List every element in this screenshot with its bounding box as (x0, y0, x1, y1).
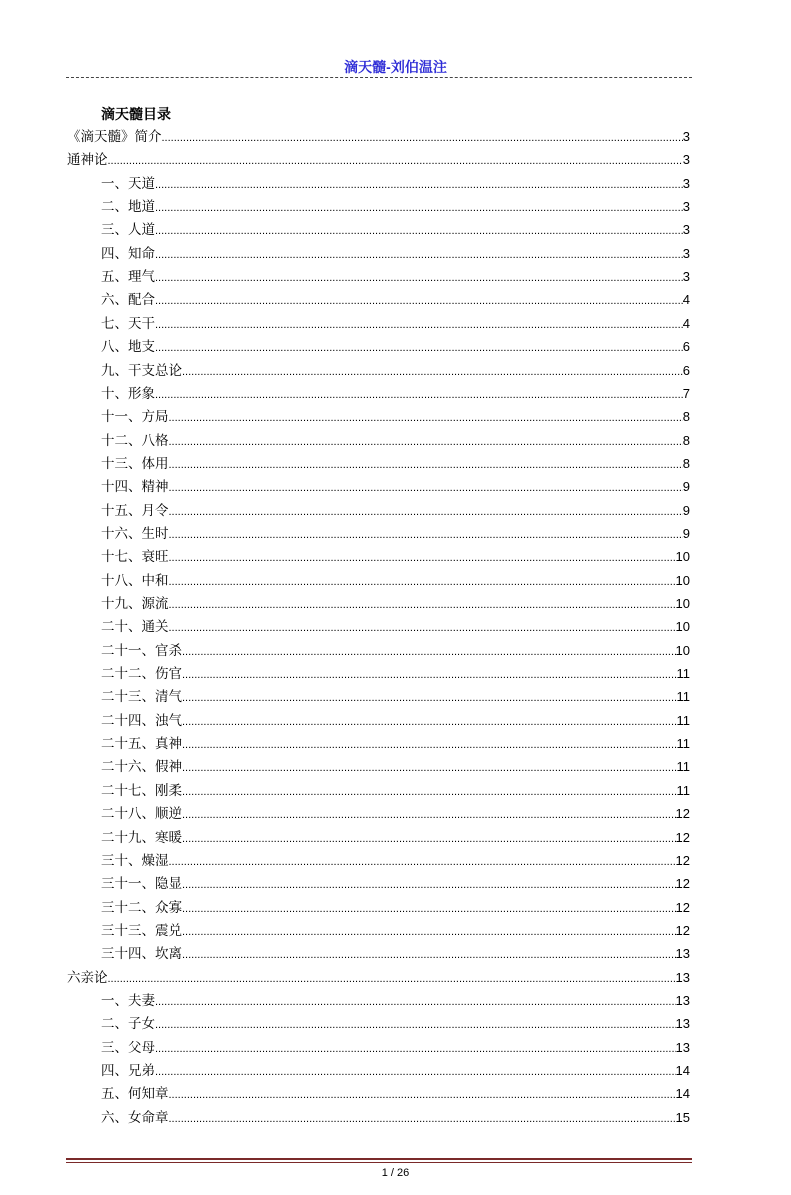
toc-entry-page: 8 (682, 409, 690, 425)
toc-entry-page: 12 (675, 876, 690, 892)
toc-entry[interactable] (101, 1060, 690, 1082)
toc-dot-leader (155, 1061, 676, 1083)
toc-dot-leader (182, 687, 677, 709)
toc-entry-title: 三十、燥湿 (101, 852, 169, 869)
toc-dot-leader (169, 851, 676, 873)
toc-entry[interactable] (101, 686, 690, 708)
toc-entry-page: 3 (682, 269, 690, 285)
toc-dot-leader (169, 1084, 676, 1106)
toc-dot-leader (169, 571, 676, 593)
toc-entry-title: 十二、八格 (101, 432, 169, 449)
toc-entry-title: 八、地支 (101, 339, 155, 356)
toc-dot-leader (155, 244, 683, 266)
toc-dot-leader (182, 781, 677, 803)
toc-dot-leader (182, 898, 676, 920)
toc-entry[interactable] (101, 523, 690, 545)
toc-dot-leader (155, 337, 683, 359)
toc-entry-page: 12 (675, 852, 690, 868)
toc-entry[interactable] (101, 850, 690, 872)
toc-entry[interactable] (101, 616, 690, 638)
toc-entry[interactable] (101, 219, 690, 241)
toc-entry-title: 二十七、刚柔 (101, 782, 182, 799)
toc-entry-title: 三、父母 (101, 1039, 155, 1056)
toc-entry-page: 13 (675, 1039, 690, 1055)
toc-entry-page: 3 (682, 129, 690, 144)
toc-entry[interactable] (101, 1037, 690, 1059)
toc-entry[interactable] (101, 873, 690, 895)
toc-entry-page: 10 (675, 619, 690, 635)
toc-entry-page: 6 (682, 339, 690, 355)
toc-entry-title: 二十九、寒暖 (101, 829, 182, 846)
toc-entry[interactable] (101, 710, 690, 732)
toc-dot-leader (169, 1108, 676, 1130)
toc-entry[interactable] (101, 173, 690, 195)
toc-dot-leader (169, 501, 683, 523)
toc-entry-page: 11 (676, 689, 690, 705)
toc-entry-title: 三、人道 (101, 222, 155, 239)
toc-entry[interactable] (101, 336, 690, 358)
toc-entry-page: 11 (676, 666, 690, 682)
toc-entry-title: 十七、衰旺 (101, 549, 169, 566)
toc-entry-title: 二十六、假神 (101, 759, 182, 776)
toc-entry-title: 二十八、顺逆 (101, 806, 182, 823)
toc-entry-page: 10 (675, 572, 690, 588)
toc-dot-leader (155, 290, 683, 312)
toc-entry-page: 4 (682, 315, 690, 331)
toc-dot-leader (155, 384, 683, 406)
toc-entry-page: 10 (675, 642, 690, 658)
toc-entry[interactable] (101, 780, 690, 802)
toc-entry-page: 13 (675, 1016, 690, 1032)
toc-entry-page: 12 (675, 806, 690, 822)
toc-entry[interactable] (67, 126, 690, 148)
toc-dot-leader (182, 944, 676, 966)
toc-entry-page: 8 (682, 455, 690, 471)
toc-entry[interactable] (101, 546, 690, 568)
footer-divider-thin (66, 1162, 692, 1163)
toc-entry-page: 9 (682, 502, 690, 518)
toc-entry[interactable] (101, 756, 690, 778)
toc-entry-title: 通神论 (67, 152, 108, 169)
toc-entry-page: 6 (682, 362, 690, 378)
toc-dot-leader (155, 1014, 676, 1036)
toc-entry-title: 二十五、真神 (101, 736, 182, 753)
toc-entry-page: 11 (676, 782, 690, 798)
toc-entry-page: 12 (675, 899, 690, 915)
toc-entry-title: 十四、精神 (101, 479, 169, 496)
toc-entry[interactable] (101, 243, 690, 265)
toc-entry[interactable] (101, 500, 690, 522)
toc-entry-page: 3 (682, 222, 690, 238)
toc-entry[interactable] (101, 803, 690, 825)
toc-dot-leader (155, 267, 683, 289)
toc-entry-title: 十、形象 (101, 385, 155, 402)
toc-entry[interactable] (101, 383, 690, 405)
page-indicator: 1 / 26 (381, 1167, 410, 1179)
toc-entry[interactable] (101, 406, 690, 428)
toc-entry-page: 13 (675, 969, 690, 985)
toc-entry[interactable] (101, 897, 690, 919)
toc-dot-leader (155, 991, 676, 1013)
toc-title: 滴天髓目录 (101, 107, 171, 123)
toc-entry[interactable] (101, 1107, 690, 1129)
toc-entry-page: 3 (682, 199, 690, 215)
toc-entry[interactable] (101, 663, 690, 685)
toc-dot-leader (169, 547, 676, 569)
toc-dot-leader (182, 921, 676, 943)
toc-entry-title: 二、子女 (101, 1016, 155, 1033)
toc-entry-page: 12 (675, 829, 690, 845)
toc-dot-leader (182, 828, 676, 850)
toc-dot-leader (155, 220, 683, 242)
toc-dot-leader (182, 711, 677, 733)
footer-divider (66, 1158, 692, 1160)
toc-entry-page: 9 (682, 479, 690, 495)
toc-entry-page: 14 (675, 1086, 690, 1102)
toc-entry-title: 三十三、震兑 (101, 922, 182, 939)
toc-entry-page: 3 (682, 245, 690, 261)
toc-dot-leader (169, 407, 683, 429)
toc-entry-title: 四、兄弟 (101, 1063, 155, 1079)
toc-entry-page: 13 (675, 992, 690, 1008)
toc-entry[interactable] (101, 430, 690, 452)
toc-entry-title: 六亲论 (67, 969, 108, 986)
toc-entry-title: 五、理气 (101, 269, 155, 286)
toc-entry[interactable] (101, 360, 690, 382)
toc-entry-title: 二十四、浊气 (101, 712, 182, 729)
toc-entry[interactable] (101, 289, 690, 311)
toc-entry-page: 10 (675, 596, 690, 611)
toc-entry-title: 二十三、清气 (101, 689, 182, 706)
toc-entry-page: 7 (682, 385, 690, 401)
toc-entry-page: 11 (676, 736, 690, 752)
toc-dot-leader (108, 968, 676, 990)
toc-entry-page: 12 (675, 922, 690, 938)
toc-entry-page: 10 (675, 549, 690, 565)
toc-entry[interactable] (101, 266, 690, 288)
toc-entry-title: 二十一、官杀 (101, 642, 182, 659)
toc-dot-leader (182, 804, 676, 826)
toc-entry[interactable] (101, 827, 690, 849)
toc-dot-leader (162, 127, 683, 149)
toc-entry[interactable] (67, 967, 690, 989)
toc-entry-page: 4 (682, 292, 690, 308)
toc-entry-title: 六、女命章 (101, 1109, 169, 1126)
toc-entry-title: 二十二、伤官 (101, 666, 182, 683)
document-header-title: 滴天髓-刘伯温注 (344, 59, 447, 75)
toc-entry-page: 14 (675, 1063, 690, 1078)
toc-dot-leader (182, 874, 676, 896)
toc-dot-leader (182, 757, 677, 779)
toc-entry[interactable] (101, 453, 690, 475)
toc-entry-title: 七、天干 (101, 315, 155, 332)
toc-dot-leader (169, 431, 683, 453)
toc-dot-leader (155, 174, 683, 196)
toc-dot-leader (169, 524, 683, 546)
toc-entry-page: 15 (675, 1109, 690, 1125)
toc-entry[interactable] (101, 196, 690, 218)
toc-dot-leader (182, 641, 676, 663)
header-divider (66, 77, 692, 78)
toc-dot-leader (182, 734, 677, 756)
toc-dot-leader (169, 594, 676, 616)
toc-entry-title: 三十二、众寡 (101, 899, 182, 916)
toc-entry[interactable] (101, 1083, 690, 1105)
toc-entry[interactable] (101, 640, 690, 662)
toc-entry[interactable] (101, 570, 690, 592)
toc-entry-title: 《滴天髓》简介 (67, 129, 162, 145)
toc-entry-title: 九、干支总论 (101, 362, 182, 379)
toc-entry-page: 3 (682, 175, 690, 191)
toc-entry-title: 一、夫妻 (101, 992, 155, 1009)
toc-entry-title: 一、天道 (101, 175, 155, 192)
toc-dot-leader (182, 361, 683, 383)
toc-entry[interactable] (101, 1013, 690, 1035)
toc-entry-page: 11 (676, 759, 690, 775)
toc-entry-page: 11 (676, 712, 690, 728)
toc-entry-title: 二、地道 (101, 199, 155, 216)
toc-entry-title: 十六、生时 (101, 525, 169, 542)
toc-dot-leader (155, 1038, 676, 1060)
toc-entry-title: 四、知命 (101, 245, 155, 262)
toc-entry-title: 五、何知章 (101, 1086, 169, 1103)
toc-entry[interactable] (101, 476, 690, 498)
toc-dot-leader (155, 197, 683, 219)
toc-entry[interactable] (67, 149, 690, 171)
toc-entry-title: 十五、月令 (101, 502, 169, 519)
toc-dot-leader (169, 617, 676, 639)
toc-entry[interactable] (101, 593, 690, 615)
toc-entry-page: 9 (682, 525, 690, 541)
toc-dot-leader (155, 314, 683, 336)
toc-entry[interactable] (101, 943, 690, 965)
toc-entry-title: 三十四、坎离 (101, 946, 182, 963)
toc-entry-page: 13 (675, 946, 690, 962)
toc-entry[interactable] (101, 990, 690, 1012)
toc-entry-title: 十九、源流 (101, 596, 169, 612)
toc-entry-page: 3 (682, 152, 690, 168)
toc-entry-title: 十八、中和 (101, 572, 169, 589)
toc-entry-title: 十一、方局 (101, 409, 169, 426)
toc-dot-leader (169, 454, 683, 476)
toc-dot-leader (169, 477, 683, 499)
toc-entry-title: 三十一、隐显 (101, 876, 182, 893)
toc-entry[interactable] (101, 733, 690, 755)
toc-dot-leader (108, 150, 683, 172)
toc-entry[interactable] (101, 920, 690, 942)
toc-entry-title: 二十、通关 (101, 619, 169, 636)
toc-dot-leader (182, 664, 677, 686)
toc-entry-title: 十三、体用 (101, 455, 169, 472)
toc-entry-title: 六、配合 (101, 292, 155, 309)
toc-entry-page: 8 (682, 432, 690, 448)
toc-entry[interactable] (101, 313, 690, 335)
